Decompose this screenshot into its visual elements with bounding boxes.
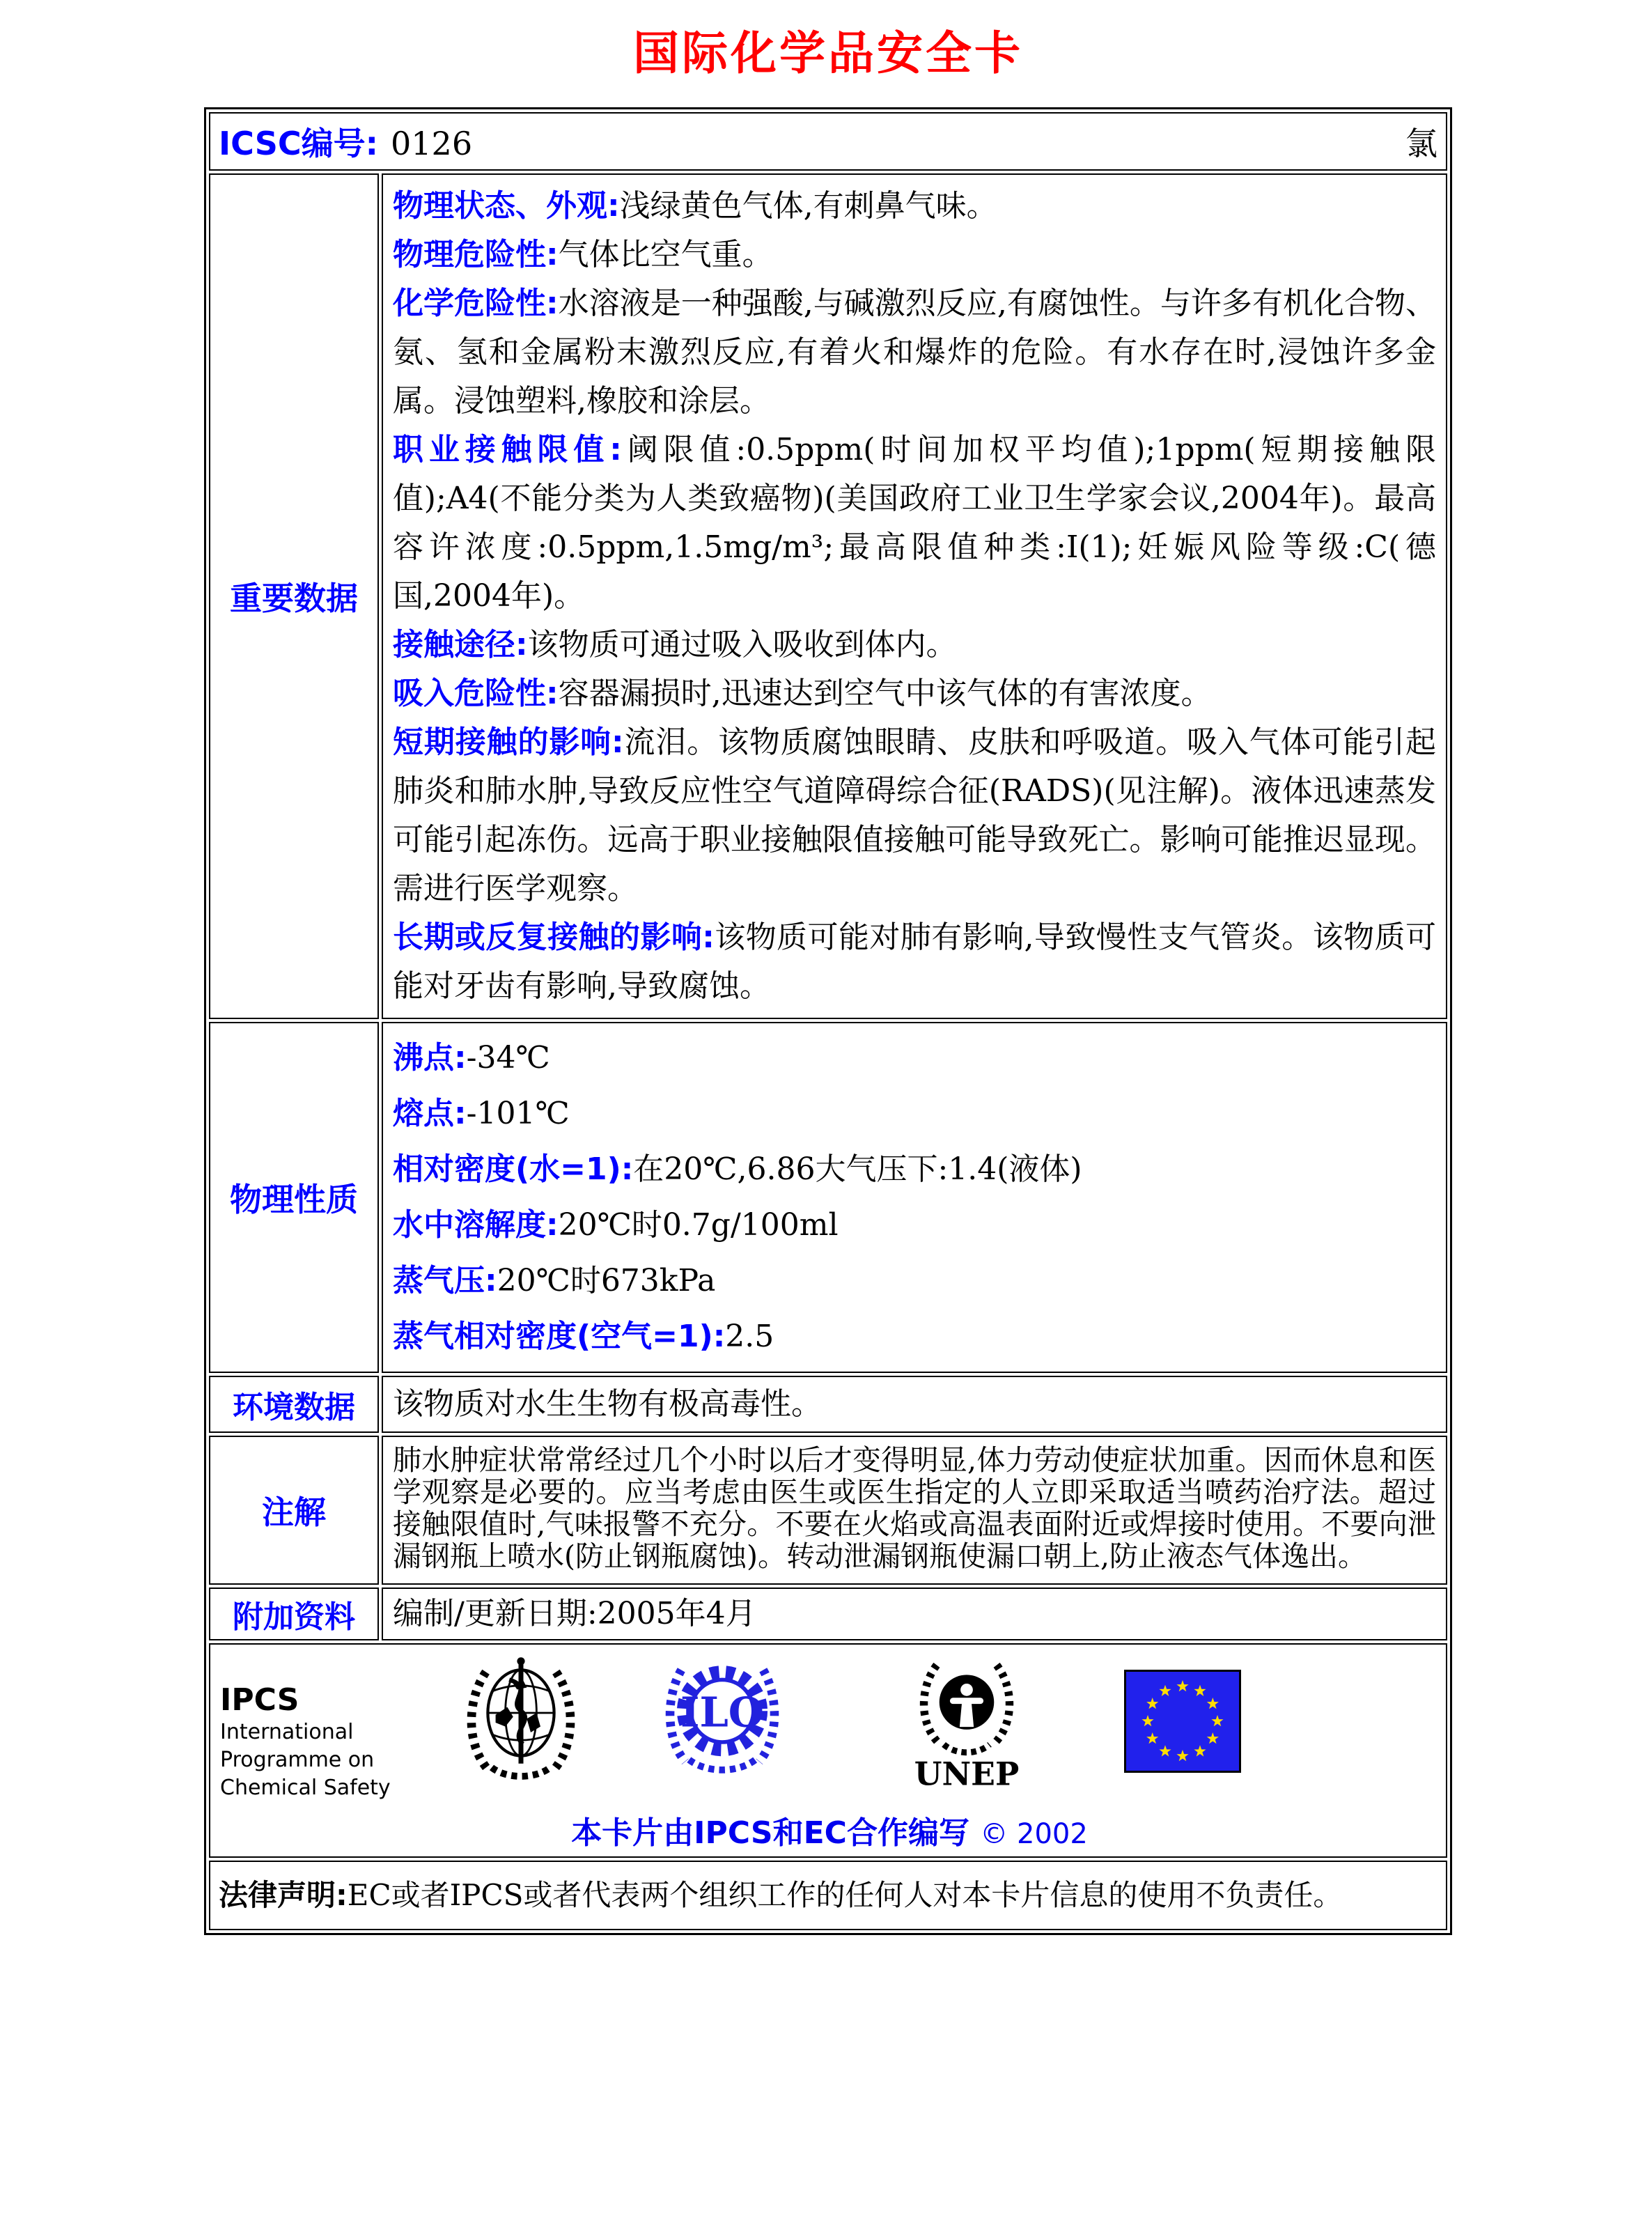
item-label: 物理危险性: bbox=[393, 237, 559, 272]
item-label: 蒸气相对密度(空气=1): bbox=[393, 1319, 726, 1354]
item-label: 短期接触的影响: bbox=[393, 724, 624, 760]
logos-cell bbox=[209, 1643, 1447, 1858]
copyright-text: © 2002 bbox=[980, 1818, 1088, 1850]
page-title: 国际化学品安全卡 bbox=[633, 26, 1023, 80]
important-item bbox=[393, 182, 1436, 231]
environmental-data-content: 该物质对水生生物有极高毒性。 bbox=[382, 1376, 1447, 1433]
icsc-number-label: ICSC编号: bbox=[219, 125, 379, 162]
physical-item bbox=[393, 1030, 1436, 1086]
physical-properties-row bbox=[209, 1022, 1447, 1373]
item-label: 水中溶解度: bbox=[393, 1207, 559, 1243]
item-text: 流泪。该物质腐蚀眼睛、皮肤和呼吸道。吸入气体可能引起肺炎和肺水肿,导致反应性空气道障碍综合征(RADS)(见注解)。液体迅速蒸发可能引起冻伤。远高于职业接触限值接触可能导致死亡。影响可能推迟显现。需进行医学观察。 bbox=[393, 724, 1436, 906]
icsc-card-table bbox=[204, 107, 1452, 1935]
legal-label: 法律声明: bbox=[219, 1878, 348, 1912]
additional-info-row bbox=[209, 1588, 1447, 1640]
logos-line bbox=[220, 1654, 1439, 1802]
unep-logo-text: UNEP bbox=[914, 1755, 1020, 1792]
ipcs-text-block bbox=[220, 1654, 429, 1802]
item-text: -101℃ bbox=[466, 1096, 570, 1131]
legal-cell bbox=[209, 1861, 1447, 1930]
chemical-name: 氯 bbox=[1405, 125, 1437, 162]
item-label: 吸入危险性: bbox=[393, 676, 559, 711]
important-data-row bbox=[209, 173, 1447, 1019]
physical-item bbox=[393, 1309, 1436, 1365]
item-text: 20℃时0.7g/100ml bbox=[558, 1207, 839, 1243]
item-text: 2.5 bbox=[725, 1319, 774, 1354]
item-label: 长期或反复接触的影响: bbox=[393, 919, 715, 955]
item-text: 在20℃,6.86大气压下:1.4(液体) bbox=[633, 1151, 1082, 1187]
item-label: 蒸气压: bbox=[393, 1263, 497, 1298]
important-item bbox=[393, 621, 1436, 669]
item-text: 该物质可能对肺有影响,导致慢性支气管炎。该物质可能对牙齿有影响,导致腐蚀。 bbox=[393, 919, 1436, 1004]
important-item bbox=[393, 231, 1436, 279]
environmental-data-row bbox=[209, 1376, 1447, 1433]
caption-text: 本卡片由IPCS和EC合作编写 bbox=[571, 1815, 969, 1851]
physical-item bbox=[393, 1142, 1436, 1197]
ilo-icon bbox=[663, 1654, 781, 1781]
item-text: -34℃ bbox=[466, 1040, 550, 1076]
ipcs-subtitle-line1: International bbox=[220, 1720, 354, 1744]
item-text: 容器漏损时,迅速达到空气中该气体的有害浓度。 bbox=[558, 676, 1212, 711]
physical-properties-content bbox=[382, 1022, 1447, 1373]
logos-row bbox=[209, 1643, 1447, 1858]
important-item bbox=[393, 913, 1436, 1011]
item-label: 熔点: bbox=[393, 1096, 467, 1131]
physical-item bbox=[393, 1086, 1436, 1142]
item-text: 气体比空气重。 bbox=[558, 237, 773, 272]
important-item bbox=[393, 718, 1436, 913]
item-label: 相对密度(水=1): bbox=[393, 1151, 634, 1187]
unep-icon bbox=[914, 1654, 1020, 1792]
who-icon bbox=[462, 1654, 579, 1791]
ipcs-subtitle-line2: Programme on bbox=[220, 1748, 375, 1772]
item-text: 该物质可通过吸入吸收到体内。 bbox=[527, 627, 957, 662]
item-text: 阈限值:0.5ppm(时间加权平均值);1ppm(短期接触限值);A4(不能分类为人类致癌物)(美国政府工业卫生学家会议,2004年)。最高容许浓度:0.5ppm,1.5mg/m³;最高限值种类:I(1);妊娠风险等级:C(德国,2004年)。 bbox=[393, 432, 1436, 614]
icsc-number-value: 0126 bbox=[391, 125, 473, 162]
item-text: 浅绿黄色气体,有刺鼻气味。 bbox=[619, 188, 997, 224]
ipcs-acronym: IPCS bbox=[220, 1682, 299, 1718]
eu-flag-icon bbox=[1124, 1670, 1241, 1773]
ipcs-subtitle-line3: Chemical Safety bbox=[220, 1776, 391, 1800]
item-label: 沸点: bbox=[393, 1040, 467, 1076]
important-item bbox=[393, 426, 1436, 621]
physical-item bbox=[393, 1253, 1436, 1309]
item-text: 20℃时673kPa bbox=[497, 1263, 716, 1298]
icsc-number-group bbox=[219, 118, 472, 164]
legal-text: EC或者IPCS或者代表两个组织工作的任何人对本卡片信息的使用不负责任。 bbox=[347, 1878, 1343, 1912]
header-row bbox=[209, 112, 1447, 171]
additional-info-content: 编制/更新日期:2005年4月 bbox=[382, 1588, 1447, 1640]
item-text: 水溶液是一种强酸,与碱激烈反应,有腐蚀性。与许多有机化合物、氨、氢和金属粉末激烈反应,有着火和爆炸的危险。有水存在时,浸蚀许多金属。浸蚀塑料,橡胶和涂层。 bbox=[393, 286, 1436, 419]
physical-item bbox=[393, 1197, 1436, 1253]
logos-caption bbox=[220, 1808, 1439, 1852]
notes-row bbox=[209, 1436, 1447, 1585]
additional-info-row-label: 附加资料 bbox=[209, 1588, 379, 1640]
notes-content: 肺水肿症状常常经过几个小时以后才变得明显,体力劳动使症状加重。因而休息和医学观察是必要的。应当考虑由医生或医生指定的人立即采取适当喷药治疗法。超过接触限值时,气味报警不充分。不要在火焰或高温表面附近或焊接时使用。不要向泄漏钢瓶上喷水(防止钢瓶腐蚀)。转动泄漏钢瓶使漏口朝上,防止液态气体逸出。 bbox=[382, 1436, 1447, 1585]
environmental-data-row-label: 环境数据 bbox=[209, 1376, 379, 1433]
legal-row bbox=[209, 1861, 1447, 1930]
important-data-row-label: 重要数据 bbox=[209, 173, 379, 1019]
notes-row-label: 注解 bbox=[209, 1436, 379, 1585]
header-cell bbox=[209, 112, 1447, 171]
item-label: 化学危险性: bbox=[393, 286, 559, 321]
important-item bbox=[393, 669, 1436, 718]
item-label: 职业接触限值: bbox=[393, 432, 622, 467]
item-label: 物理状态、外观: bbox=[393, 188, 620, 224]
important-item bbox=[393, 279, 1436, 426]
physical-properties-row-label: 物理性质 bbox=[209, 1022, 379, 1373]
ilo-logo-text: ILO bbox=[680, 1688, 765, 1737]
item-label: 接触途径: bbox=[393, 627, 528, 662]
important-data-content bbox=[382, 173, 1447, 1019]
